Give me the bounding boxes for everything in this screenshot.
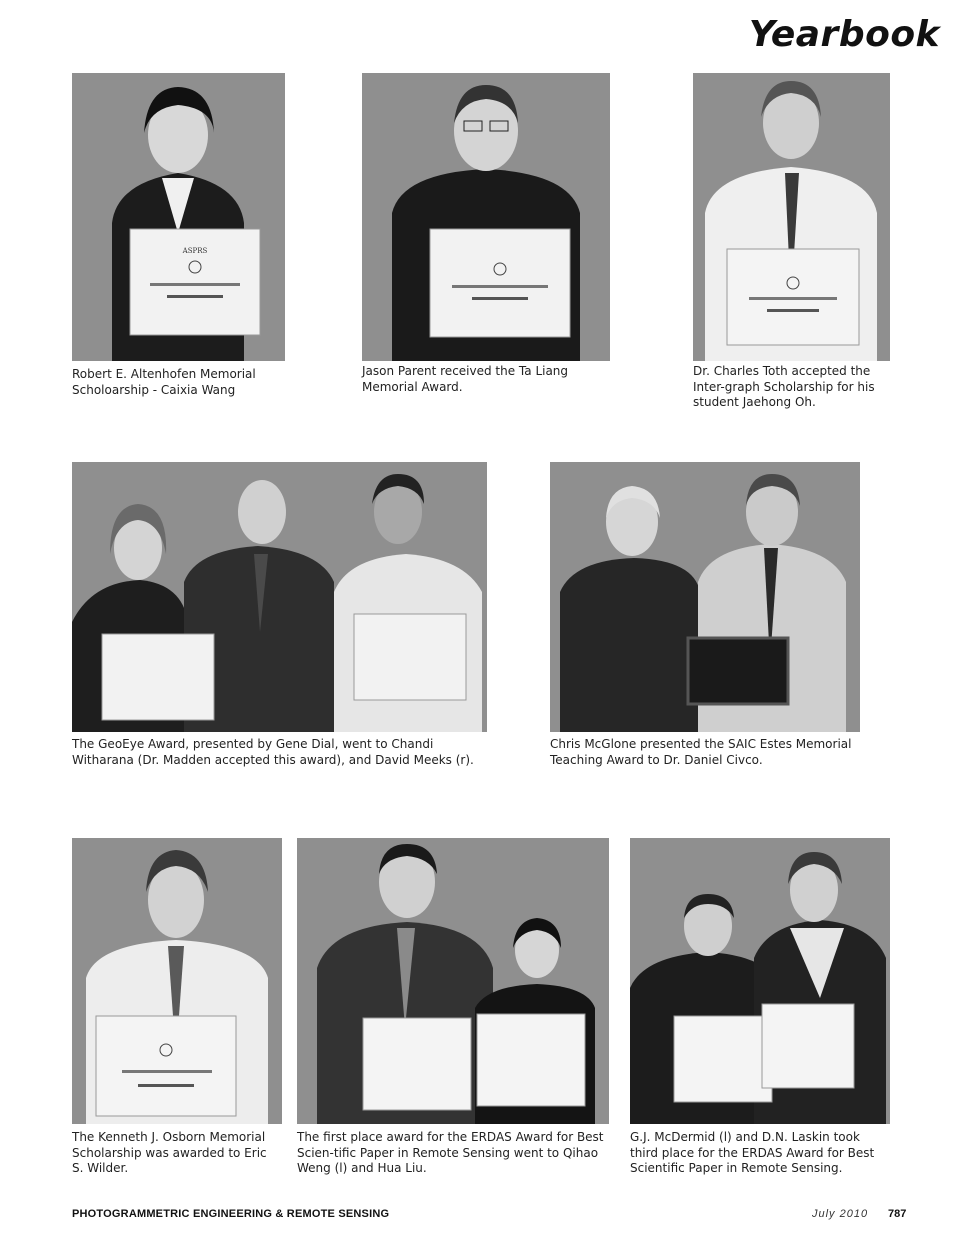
caption-erdas-first-place: The first place award for the ERDAS Award for Best Scien-tific Paper in Remote Sensing went to Qihao Weng (l) and Hua Liu. — [297, 1130, 604, 1175]
svg-text:ASPRS: ASPRS — [182, 247, 208, 255]
caption-eric-wilder: The Kenneth J. Osborn Memorial Scholarship was awarded to Eric S. Wilder. — [72, 1130, 267, 1175]
caption-geoeye-award: The GeoEye Award, presented by Gene Dial, went to Chandi Witharana (Dr. Madden accepted this award), and David Meeks (r). — [72, 737, 474, 767]
footer-date: July 2010 — [812, 1208, 869, 1220]
caption-caixia-wang: Robert E. Altenhofen Memorial Scholoarship - Caixia Wang — [72, 367, 256, 397]
photo-caixia-wang — [72, 73, 285, 361]
caption-erdas-third-place: G.J. McDermid (l) and D.N. Laskin took third place for the ERDAS Award for Best Scientific Paper in Remote Sensing. — [630, 1130, 875, 1175]
photo-geoeye-award — [72, 462, 487, 732]
photo-jason-parent — [362, 73, 610, 361]
page-number: 787 — [888, 1208, 907, 1220]
page-title: Yearbook — [748, 14, 940, 55]
photo-saic-estes-award — [550, 462, 860, 732]
photo-eric-wilder — [72, 838, 282, 1124]
photo-erdas-first-place — [297, 838, 609, 1124]
caption-jason-parent: Jason Parent received the Ta Liang Memorial Award. — [362, 364, 569, 394]
photo-charles-toth — [693, 73, 890, 361]
caption-charles-toth: Dr. Charles Toth accepted the Inter-graph Scholarship for his student Jaehong Oh. — [693, 364, 875, 409]
caption-saic-estes-award: Chris McGlone presented the SAIC Estes Memorial Teaching Award to Dr. Daniel Civco. — [550, 737, 852, 767]
photo-erdas-third-place — [630, 838, 890, 1124]
footer-journal-name: PHOTOGRAMMETRIC ENGINEERING & REMOTE SENSING — [72, 1208, 390, 1220]
